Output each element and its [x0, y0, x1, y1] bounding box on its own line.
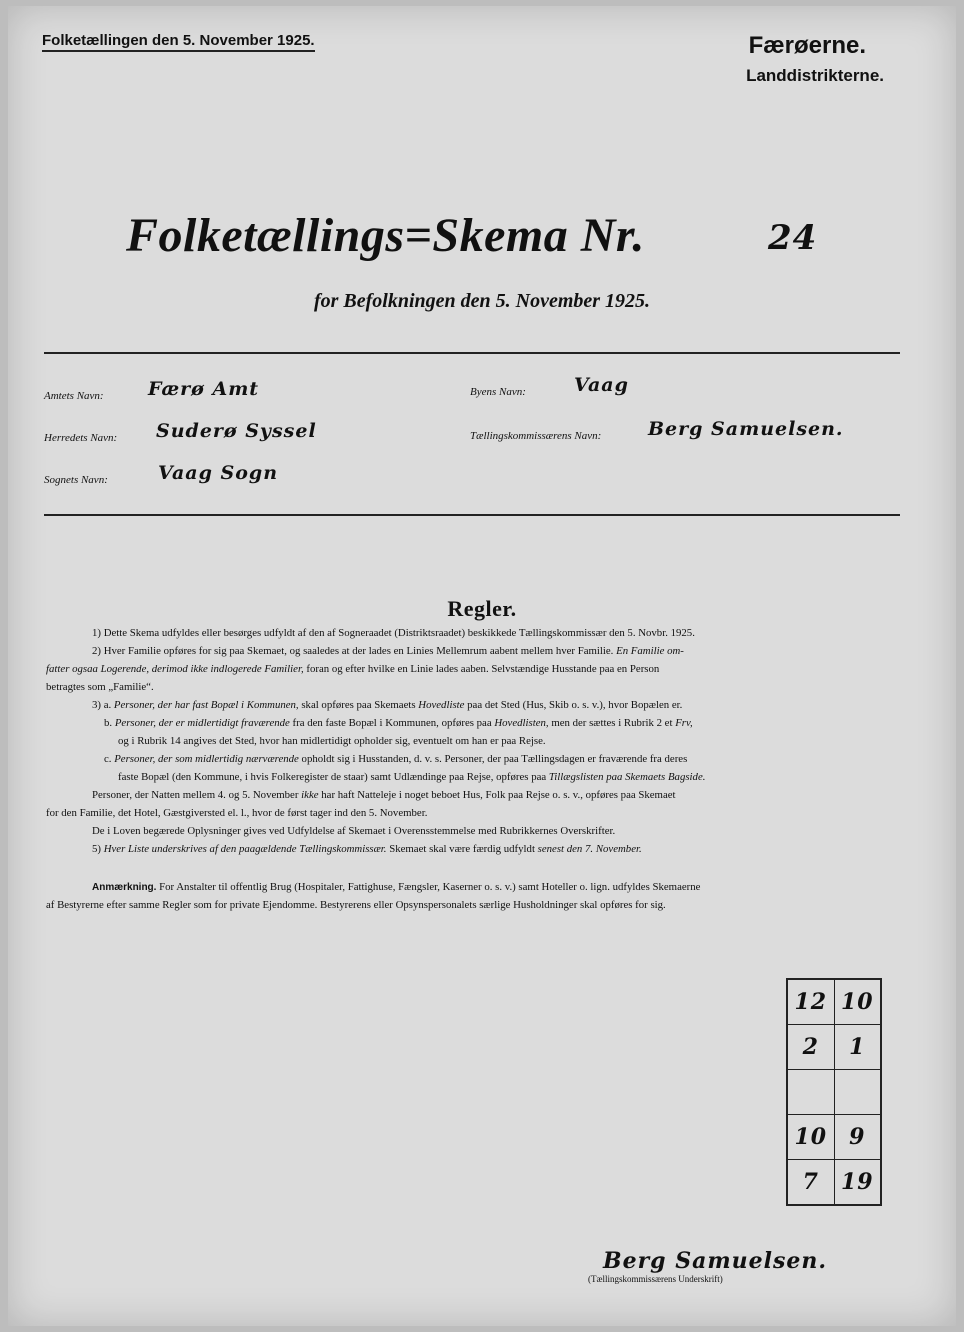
form-title: Folketællings=Skema Nr.: [126, 209, 645, 262]
by-value: Vaag: [574, 374, 629, 396]
herred-label: Herredets Navn:: [44, 432, 118, 444]
tally-cell: [787, 1070, 834, 1115]
district-title: Landdistrikterne.: [746, 66, 884, 85]
tally-row: [787, 1115, 881, 1160]
amt-label: Amtets Navn:: [44, 390, 104, 402]
rule-5: 5) Hver Liste underskrives af den paagældende Tællingskommissær. Skemaet skal være færdig udfyldt senest den 7. November.: [92, 843, 642, 855]
signature-caption: (Tællingskommissærens Underskrift): [588, 1274, 723, 1284]
rule-2-cont: fatter ogsaa Logerende, derimod ikke indlogerede Familier, foran og efter hvilke en Linie lades aaben. Selvstændige Husstande paa en Person: [46, 663, 660, 675]
tally-cell: 19: [834, 1160, 881, 1206]
rule-3b: b. Personer, der er midlertidigt fraværende fra den faste Bopæl i Kommunen, opføres paa Hovedlisten, men der sættes i Rubrik 2 et Frv,: [104, 717, 693, 729]
amt-value: Færø Amt: [148, 378, 260, 400]
rule-4: Personer, der Natten mellem 4. og 5. November ikke har haft Natteleje i noget beboet Hus, Folk paa Rejse o. s. v., opføres paa Skemaet: [92, 789, 676, 801]
tally-cell: 10: [787, 1115, 834, 1160]
rule-4-info: De i Loven begærede Oplysninger gives ved Udfyldelse af Skemaet i Overensstemmelse med Rubrikkernes Overskrifter.: [92, 825, 616, 837]
sogn-label: Sognets Navn:: [44, 474, 108, 486]
census-date-line: Folketællingen den 5. November 1925.: [42, 32, 315, 52]
rule-3c: c. Personer, der som midlertidig nærværende opholdt sig i Husstanden, d. v. s. Personer, der paa Tællingsdagen er fraværende fra deres: [104, 753, 688, 765]
signature: Berg Samuelsen.: [603, 1248, 828, 1274]
kommissaer-label: Tællingskommissærens Navn:: [470, 430, 602, 442]
rules-heading: Regler.: [447, 596, 517, 621]
tally-cell: [834, 1070, 881, 1115]
form-subtitle: for Befolkningen den 5. November 1925.: [313, 290, 651, 312]
form-number: 24: [768, 218, 818, 258]
rule-4-cont: for den Familie, det Hotel, Gæstgiversted el. l., hvor de først tager ind den 5. November.: [46, 807, 428, 819]
tally-table: [786, 978, 882, 1206]
region-title: Færøerne.: [748, 32, 866, 59]
census-form-sheet: [8, 6, 956, 1326]
tally-row: [787, 1070, 881, 1115]
tally-cell: 1: [834, 1025, 881, 1070]
note-line-2: af Bestyrerne efter samme Regler som for private Ejendomme. Bestyrerens eller Opsynspersonalets særlige Husholdninger skal opføres for sig.: [46, 899, 666, 911]
herred-value: Suderø Syssel: [156, 420, 317, 442]
tally-cell: 2: [787, 1025, 834, 1070]
rule-3a: 3) a. Personer, der har fast Bopæl i Kommunen, skal opføres paa Skemaets Hovedliste paa det Sted (Hus, Skib o. s. v.), hvor Bopælen er.: [92, 699, 683, 711]
tally-cell: 10: [834, 979, 881, 1025]
tally-row: [787, 1160, 881, 1206]
divider-bottom: [44, 514, 900, 516]
rule-3c-cont: faste Bopæl (den Kommune, i hvis Folkeregister de staar) samt Udlændinge paa Rejse, opføres paa Tillægslisten paa Skemaets Bagside.: [118, 771, 706, 783]
divider-top: [44, 352, 900, 354]
rule-1: 1) Dette Skema udfyldes eller besørges udfyldt af den af Sogneraadet (Distriktsraadet) beskikkede Tællingskommissær den 5. Novbr. 1925.: [92, 627, 695, 639]
kommissaer-value: Berg Samuelsen.: [648, 418, 844, 440]
rule-2: 2) Hver Familie opføres for sig paa Skemaet, og saaledes at der lades en Linies Mellemrum aabent mellem hver Familie. En Familie om-: [92, 645, 684, 657]
tally-cell: 7: [787, 1160, 834, 1206]
rule-2-end: betragtes som „Familie“.: [46, 681, 154, 693]
tally-cell: 12: [787, 979, 834, 1025]
rule-3b-cont: og i Rubrik 14 angives det Sted, hvor han midlertidigt opholder sig, eventuelt om han er paa Rejse.: [118, 735, 546, 747]
tally-row: [787, 979, 881, 1025]
note-line-1: Anmærkning. For Anstalter til offentlig Brug (Hospitaler, Fattighuse, Fængsler, Kaserner o. s. v.) samt Hoteller o. lign. udfyldes Skemaerne: [92, 881, 701, 893]
sogn-value: Vaag Sogn: [158, 462, 279, 484]
tally-row: [787, 1025, 881, 1070]
tally-cell: 9: [834, 1115, 881, 1160]
by-label: Byens Navn:: [470, 386, 526, 398]
